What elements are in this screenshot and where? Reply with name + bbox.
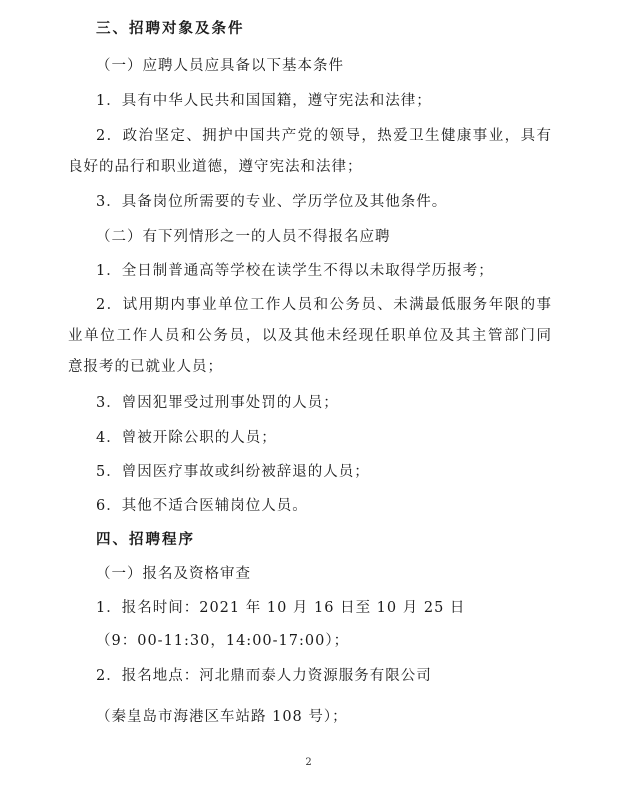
paragraph-condition-2-line-2: 良好的品行和职业道德，遵守宪法和法律； xyxy=(68,159,363,175)
paragraph-exclusion-5: 5．曾因医疗事故或纠纷被辞退的人员； xyxy=(96,464,370,480)
section-heading-recruitment-targets: 三、招聘对象及条件 xyxy=(96,20,245,37)
paragraph-exclusion-1: 1．全日制普通高等学校在读学生不得以未取得学历报考； xyxy=(96,263,494,279)
section-heading-recruitment-procedure: 四、招聘程序 xyxy=(96,531,195,548)
paragraph-registration-location: 2．报名地点：河北鼎而泰人力资源服务有限公司 xyxy=(96,668,432,684)
paragraph-exclusion-2-line-2: 业单位工作人员和公务员，以及其他未经现任职单位及其主管部门同 xyxy=(68,328,552,344)
subsection-heading-registration: （一）报名及资格审查 xyxy=(96,566,251,582)
paragraph-exclusion-2-line-3: 意报考的已就业人员； xyxy=(68,359,223,375)
paragraph-condition-2-line-1: 2．政治坚定、拥护中国共产党的领导，热爱卫生健康事业，具有 xyxy=(96,128,552,144)
page-number: 2 xyxy=(305,757,312,768)
paragraph-condition-1: 1．具有中华人民共和国国籍，遵守宪法和法律； xyxy=(96,93,432,109)
paragraph-exclusion-6: 6．其他不适合医辅岗位人员。 xyxy=(96,498,308,514)
paragraph-exclusion-4: 4．曾被开除公职的人员； xyxy=(96,430,277,446)
paragraph-registration-time: 1．报名时间：2021 年 10 月 16 日至 10 月 25 日 xyxy=(96,600,466,616)
paragraph-condition-3: 3．具备岗位所需要的专业、学历学位及其他条件。 xyxy=(96,194,448,210)
paragraph-registration-address: （秦皇岛市海港区车站路 108 号）； xyxy=(96,709,348,725)
paragraph-registration-hours: （9：00-11:30，14:00-17:00）； xyxy=(96,633,350,649)
subsection-heading-exclusions: （二）有下列情形之一的人员不得报名应聘 xyxy=(96,229,391,245)
paragraph-exclusion-2-line-1: 2．试用期内事业单位工作人员和公务员、未满最低服务年限的事 xyxy=(96,297,552,313)
subsection-heading-basic-conditions: （一）应聘人员应具备以下基本条件 xyxy=(96,58,344,74)
paragraph-exclusion-3: 3．曾因犯罪受过刑事处罚的人员； xyxy=(96,395,339,411)
